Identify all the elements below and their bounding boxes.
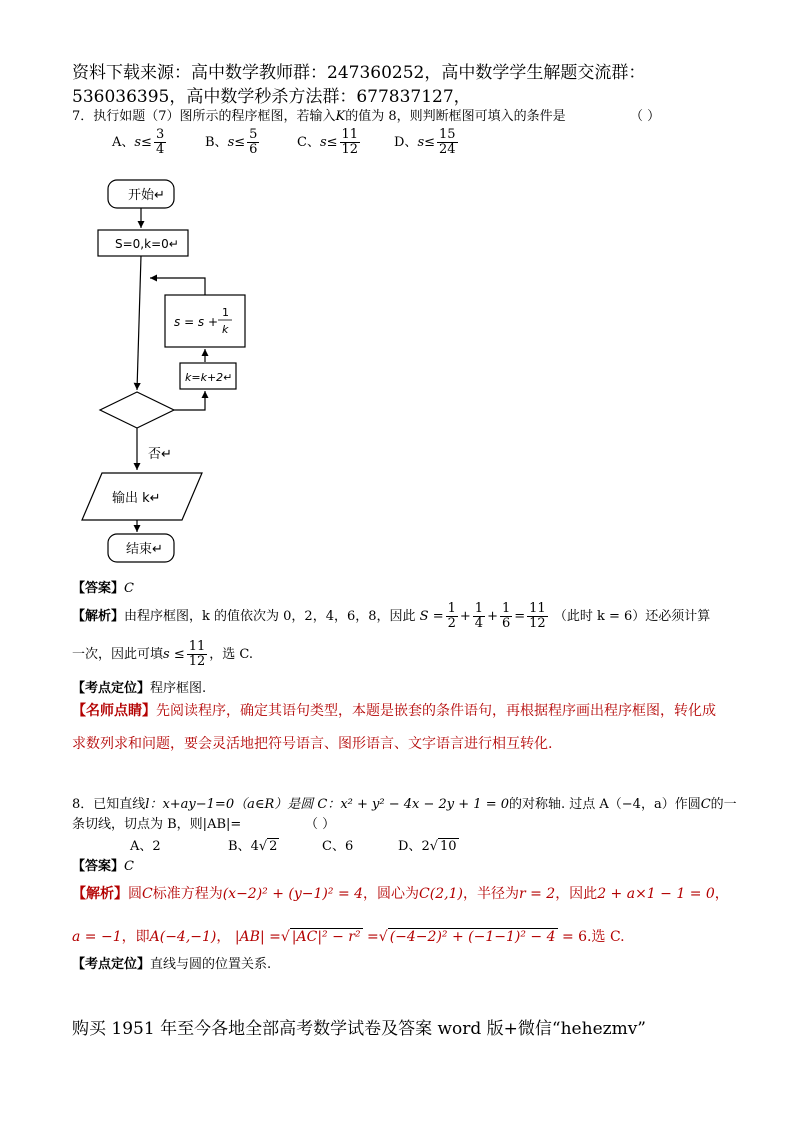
a8-analysis-line-1: 【解析】圆C标准方程为(x−2)² + (y−1)² = 4，圆心为C(2,1)，半径为r = 2，因此2 + a×1 − 1 = 0， — [72, 886, 729, 902]
q7-stem: 7．执行如题（7）图所示的程序框图，若输入K的值为 8，则判断框图可填入的条件是 — [72, 109, 566, 124]
a7-analysis-line-2: 一次，因此可填s ≤ $\frac{11}{12}$ ，选 C. — [72, 639, 254, 669]
header-line-1: 资料下载来源：高中数学教师群：247360252，高中数学学生解题交流群： — [72, 63, 646, 83]
q7-option-c: C、s≤ $\frac{11}{12}$ — [297, 127, 359, 157]
start-label: 开始↵ — [128, 188, 165, 203]
q7-answer-paren: （ ） — [630, 109, 661, 124]
q7-option-b: B、s≤ $\frac{5}{6}$ — [205, 127, 258, 157]
increment-label: k=k+2↵ — [185, 371, 233, 384]
end-label: 结束↵ — [126, 542, 163, 557]
fraction: $\frac{1}{2}$ — [447, 601, 456, 631]
a7-analysis-line-1: 【解析】由程序框图，k 的值依次为 0，2，4，6，8，因此 S = $\frac{1}{2}$ + $\frac{1}{4}$ + $\frac{1}{6}$ = $\frac{11}{12}$ （此时 k = 6）还必须计算 — [72, 601, 711, 631]
fraction: $\frac{1}{6}$ — [501, 601, 511, 631]
q7-option-a: A、s≤ $\frac{3}{4}$ — [112, 127, 165, 157]
decision-diamond — [100, 392, 174, 428]
a7-answer: 【答案】C — [72, 581, 134, 596]
output-label: 输出 k↵ — [112, 491, 161, 506]
footer-note: 购买 1951 年至今各地全部高考数学试卷及答案 word 版+微信“hehezmv” — [72, 1019, 646, 1039]
q7-option-d: D、s≤ $\frac{15}{24}$ — [394, 127, 456, 157]
fraction: $\frac{11}{12}$ — [529, 601, 546, 631]
update-denominator: k — [222, 323, 229, 336]
a7-teacher-note-line-1: 【名师点睛】先阅读程序，确定其语句类型，本题是嵌套的条件语句，再根据程序画出程序框图，转化成 — [72, 703, 716, 719]
a7-key-point: 【考点定位】程序框图. — [72, 681, 207, 696]
fraction: $\frac{1}{4}$ — [474, 601, 484, 631]
fraction: $\frac{15}{24}$ — [439, 127, 456, 157]
loop-arrow — [150, 278, 205, 295]
a8-answer: 【答案】C — [72, 859, 134, 874]
no-label: 否↵ — [148, 447, 172, 462]
q8-option-a: A、2 — [130, 839, 161, 854]
fraction: $\frac{5}{6}$ — [249, 127, 258, 157]
fraction: $\frac{11}{12}$ — [188, 639, 206, 669]
init-label: S=0,k=0↵ — [115, 237, 179, 251]
q8-option-c: C、6 — [322, 839, 354, 854]
a8-analysis-line-2: a = −1，即A(−4,−1)， |AB| =√ |AC|² − r² =√ (−4−2)² + (−1−1)² − 4 = 6.选 C. — [72, 929, 625, 945]
arrow — [137, 256, 141, 390]
fraction: $\frac{11}{12}$ — [341, 127, 359, 157]
fraction: $\frac{3}{4}$ — [155, 127, 165, 157]
q8-option-d: D、2√ 10 — [398, 839, 457, 854]
program-flowchart — [70, 170, 260, 570]
q8-stem-line-2: 条切线，切点为 B，则|AB|= — [72, 817, 242, 832]
header-line-2: 536036395，高中数学秒杀方法群：677837127， — [72, 87, 471, 107]
yes-arrow — [174, 391, 205, 410]
q8-stem-line-1: 8．已知直线l：x+ay−1=0（a∈R）是圆 C：x² + y² − 4x − 2y + 1 = 0的对称轴. 过点 A（−4，a）作圆C的一 — [72, 797, 737, 812]
update-numerator: 1 — [222, 306, 229, 319]
q8-answer-paren: （ ） — [305, 817, 336, 832]
q8-option-b: B、4√ 2 — [228, 839, 278, 854]
a7-teacher-note-line-2: 求数列求和问题，要会灵活地把符号语言、图形语言、文字语言进行相互转化. — [72, 736, 553, 752]
a8-key-point: 【考点定位】直线与圆的位置关系. — [72, 957, 272, 972]
update-formula: s = s + — [174, 315, 219, 329]
